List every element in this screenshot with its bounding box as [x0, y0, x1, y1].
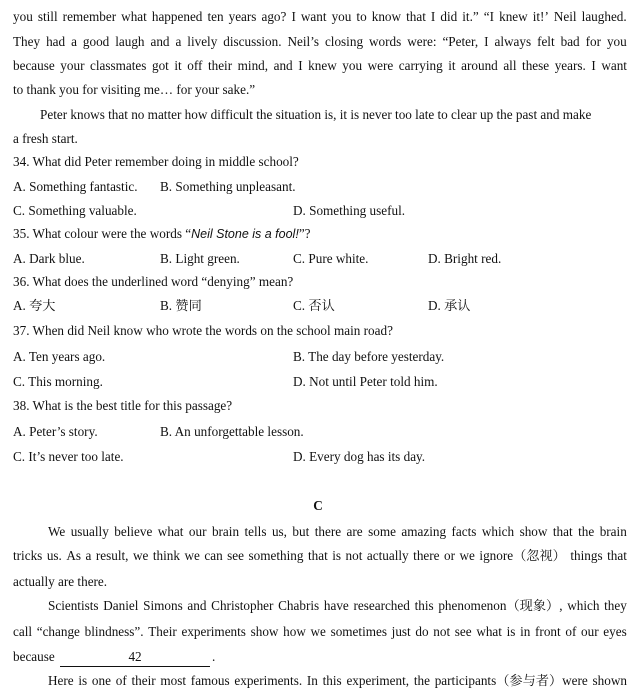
option-c: C. 否认: [293, 298, 335, 313]
passage-line: tricks us. As a result, we think we can see something that is not actually there or we ignore（忽视） things that: [13, 548, 627, 563]
option-a: A. 夸大: [13, 298, 56, 313]
passage-line: Here is one of their most famous experiments. In this experiment, the participants（参与者）were shown: [48, 673, 627, 688]
passage-line: because 42 .: [13, 648, 215, 667]
passage-line: We usually believe what our brain tells us, but there are some amazing facts which show that the brain: [48, 524, 627, 539]
option-b: B. 赞同: [160, 298, 202, 313]
passage-line: They had a good laugh and a lively discussion. Neil’s closing words were: “Peter, I always felt bad for you: [13, 34, 627, 49]
option-c: C. It’s never too late.: [13, 449, 124, 464]
option-a: A. Dark blue.: [13, 251, 85, 266]
question-stem: 36. What does the underlined word “denying” mean?: [13, 274, 294, 289]
passage-line: you still remember what happened ten years ago? I want you to know that I did it.” “I knew it!’ Neil laughed.: [13, 9, 627, 24]
option-b: B. Something unpleasant.: [160, 179, 296, 194]
passage-line: Peter knows that no matter how difficult the situation is, it is never too late to clear up the past and make: [40, 107, 592, 122]
option-c: C. This morning.: [13, 374, 103, 389]
question-stem: 37. When did Neil know who wrote the words on the school main road?: [13, 323, 393, 338]
option-a: A. Something fantastic.: [13, 179, 138, 194]
question-stem: 38. What is the best title for this passage?: [13, 398, 233, 413]
option-b: B. The day before yesterday.: [293, 349, 445, 364]
passage-line: Scientists Daniel Simons and Christopher Chabris have researched this phenomenon（现象）, which they: [48, 598, 627, 613]
option-b: B. An unforgettable lesson.: [160, 424, 304, 439]
option-d: D. Something useful.: [293, 203, 406, 218]
option-d: D. Every dog has its day.: [293, 449, 426, 464]
question-stem: 34. What did Peter remember doing in middle school?: [13, 154, 299, 169]
quoted-words: Neil Stone is a fool!: [191, 227, 299, 241]
passage-line: actually are there.: [13, 574, 108, 589]
option-b: B. Light green.: [160, 251, 240, 266]
passage-line: a fresh start.: [13, 131, 78, 146]
section-heading: C: [313, 498, 323, 513]
passage-line: to thank you for visiting me… for your sake.”: [13, 82, 256, 97]
option-c: C. Something valuable.: [13, 203, 137, 218]
option-a: A. Ten years ago.: [13, 349, 106, 364]
passage-line: because your classmates got it off their mind, and I knew you were carrying it around all these years. I want: [13, 58, 627, 73]
question-stem: 35. What colour were the words “Neil Stone is a fool!”?: [13, 226, 311, 241]
option-d: D. Not until Peter told him.: [293, 374, 438, 389]
option-c: C. Pure white.: [293, 251, 369, 266]
option-d: D. 承认: [428, 298, 471, 313]
option-d: D. Bright red.: [428, 251, 502, 266]
passage-line: call “change blindness”. Their experiments show how we sometimes just do not see what is in front of our eyes: [13, 624, 627, 639]
answer-blank-42: 42: [60, 648, 210, 667]
option-a: A. Peter’s story.: [13, 424, 98, 439]
